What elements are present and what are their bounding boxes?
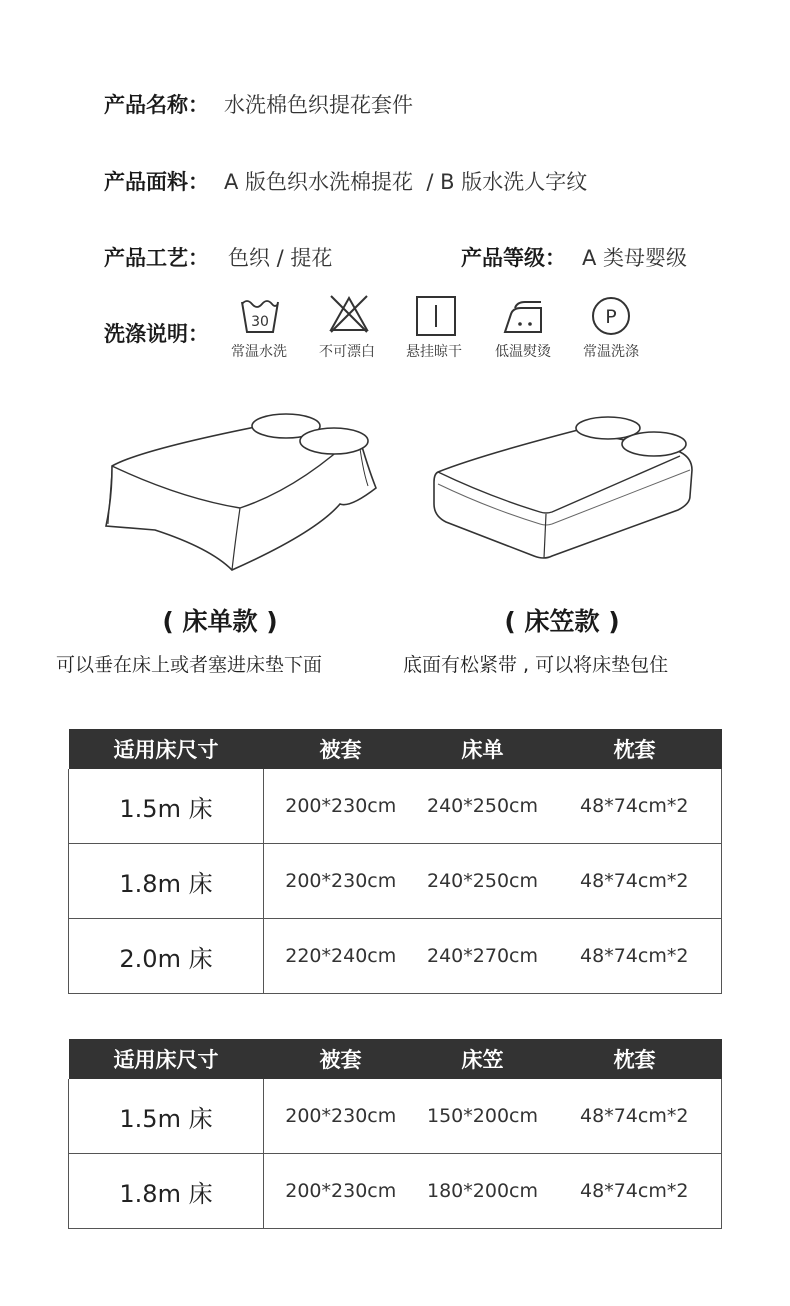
cell-duvet: 200*230cm	[264, 1154, 418, 1229]
hang-dry-icon	[414, 294, 458, 338]
care-label: 洗涤说明：	[104, 322, 209, 346]
product-name-label: 产品名称：	[104, 93, 209, 117]
care-caption-dry: 悬挂晾干	[406, 344, 462, 360]
professional-clean-icon	[589, 294, 633, 338]
fitted-sheet-title: ( 床笠款 )	[504, 607, 620, 636]
wash-30-icon	[238, 294, 282, 338]
care-caption-wash: 常温水洗	[231, 344, 287, 360]
header-duvet: 被套	[264, 729, 418, 769]
no-bleach-icon	[327, 292, 371, 336]
cell-sheet: 240*250cm	[418, 769, 548, 844]
header-duvet: 被套	[264, 1039, 418, 1079]
table-header-row	[69, 1039, 722, 1079]
care-caption-iron: 低温熨烫	[495, 344, 551, 360]
cell-bed-size: 1.5m 床	[69, 1079, 264, 1154]
product-process-value: 色织 / 提花	[228, 246, 333, 270]
table-row	[69, 1079, 722, 1154]
cell-duvet: 200*230cm	[264, 1079, 418, 1154]
cell-pillowcase: 48*74cm*2	[548, 919, 722, 994]
cell-pillowcase: 48*74cm*2	[548, 769, 722, 844]
pro-clean-letter: P	[605, 306, 617, 328]
cell-duvet: 200*230cm	[264, 769, 418, 844]
table-row	[69, 919, 722, 994]
cell-pillowcase: 48*74cm*2	[548, 1079, 722, 1154]
cell-bed-size: 1.8m 床	[69, 844, 264, 919]
cell-bed-size: 2.0m 床	[69, 919, 264, 994]
table-header-row	[69, 729, 722, 769]
product-process-label: 产品工艺：	[104, 246, 209, 270]
table-row	[69, 1154, 722, 1229]
care-caption-clean: 常温洗涤	[583, 344, 639, 360]
product-fabric-value: A 版色织水洗棉提花 / B 版水洗人字纹	[224, 170, 588, 194]
header-fitted-sheet: 床笠	[418, 1039, 548, 1079]
fitted-sheet-desc: 底面有松紧带 , 可以将床垫包住	[403, 654, 669, 676]
cell-duvet: 220*240cm	[264, 919, 418, 994]
header-bed-size: 适用床尺寸	[69, 729, 264, 769]
cell-fitted-sheet: 150*200cm	[418, 1079, 548, 1154]
fitted-sheet-illustration	[428, 412, 696, 562]
product-grade-label: 产品等级：	[461, 246, 566, 270]
cell-sheet: 240*270cm	[418, 919, 548, 994]
header-pillowcase: 枕套	[548, 1039, 722, 1079]
flat-sheet-desc: 可以垂在床上或者塞进床垫下面	[56, 654, 323, 676]
cell-sheet: 240*250cm	[418, 844, 548, 919]
header-bed-size: 适用床尺寸	[69, 1039, 264, 1079]
product-name-value: 水洗棉色织提花套件	[224, 93, 413, 117]
size-table-fitted-sheet	[68, 1039, 722, 1229]
cell-bed-size: 1.5m 床	[69, 769, 264, 844]
cell-pillowcase: 48*74cm*2	[548, 1154, 722, 1229]
cell-bed-size: 1.8m 床	[69, 1154, 264, 1229]
header-sheet: 床单	[418, 729, 548, 769]
flat-sheet-title: ( 床单款 )	[162, 607, 278, 636]
table-row	[69, 769, 722, 844]
size-table-flat-sheet	[68, 729, 722, 994]
header-pillowcase: 枕套	[548, 729, 722, 769]
care-caption-bleach: 不可漂白	[319, 344, 375, 360]
product-fabric-label: 产品面料：	[104, 170, 209, 194]
cell-duvet: 200*230cm	[264, 844, 418, 919]
flat-sheet-illustration	[100, 408, 385, 578]
cell-pillowcase: 48*74cm*2	[548, 844, 722, 919]
table-row	[69, 844, 722, 919]
product-grade-value: A 类母婴级	[582, 246, 688, 270]
cell-fitted-sheet: 180*200cm	[418, 1154, 548, 1229]
wash-temp-text: 30	[251, 314, 269, 330]
low-iron-icon	[501, 294, 545, 338]
